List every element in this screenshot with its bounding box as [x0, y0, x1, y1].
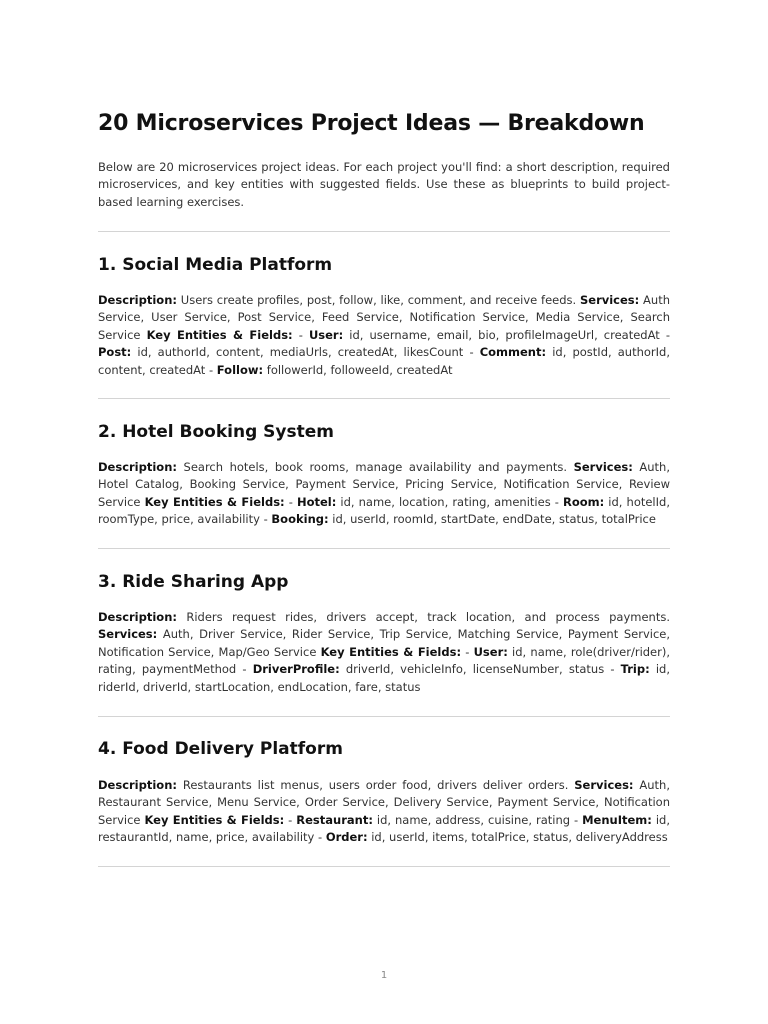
- entity-fields: id, postId, authorId, content, createdAt: [98, 345, 671, 377]
- entity-fields: id, riderId, driverId, startLocation, endLocation, fare, status: [98, 662, 670, 694]
- entity-fields: id, userId, items, totalPrice, status, deliveryAddress: [367, 830, 668, 845]
- entity-separator: -: [550, 494, 563, 509]
- entity-name: MenuItem:: [582, 812, 652, 827]
- entity-separator: -: [461, 644, 474, 659]
- description-label: Description:: [98, 293, 177, 307]
- description-text: Search hotels, book rooms, manage availability and payments.: [176, 460, 574, 474]
- services-text: Auth, Restaurant Service, Menu Service, Order Service, Delivery Service, Payment Service, Notification Service: [98, 778, 670, 827]
- section-divider: [98, 866, 670, 867]
- services-text: Auth Service, User Service, Post Service, Feed Service, Notification Service, Media Service, Search Service: [98, 293, 671, 342]
- entity-name: Restaurant:: [296, 812, 373, 827]
- intro-paragraph: Below are 20 microservices project ideas. For each project you'll find: a short description, required microservices, and key entities with suggested fields. Use these as blueprints to build project-based learning exercises.: [98, 160, 670, 209]
- entity-separator: -: [284, 494, 297, 509]
- description-label: Description:: [98, 778, 177, 792]
- description-text: Restaurants list menus, users order food, drivers deliver orders.: [176, 778, 575, 792]
- entity-name: Follow:: [216, 362, 264, 377]
- entity-separator: -: [236, 662, 253, 677]
- entity-fields: followerId, followeeId, createdAt: [263, 362, 453, 377]
- project-body: [98, 777, 670, 847]
- page-number: 1: [380, 970, 388, 981]
- description-label: Description:: [98, 610, 177, 624]
- project-body: [98, 609, 670, 696]
- entity-separator: -: [570, 812, 583, 827]
- key-entities-label: Key Entities & Fields:: [144, 812, 285, 827]
- entity-name: Hotel:: [296, 494, 337, 509]
- section-divider: [98, 716, 670, 717]
- project-heading: 4. Food Delivery Platform: [98, 739, 343, 759]
- entity-name: User:: [473, 644, 508, 659]
- key-entities-label: Key Entities & Fields:: [144, 494, 285, 509]
- key-entities-label: Key Entities & Fields:: [146, 327, 293, 342]
- document-title: 20 Microservices Project Ideas — Breakdown: [98, 111, 645, 136]
- entity-fields: id, authorId, content, mediaUrls, createdAt, likesCount: [131, 345, 464, 360]
- entity-separator: -: [205, 362, 217, 377]
- entity-separator: -: [604, 662, 621, 677]
- entity-fields: driverId, vehicleInfo, licenseNumber, status: [339, 662, 605, 677]
- section-divider: [98, 398, 670, 399]
- entity-name: Order:: [325, 830, 368, 845]
- project-heading: 2. Hotel Booking System: [98, 422, 334, 442]
- entity-separator: -: [292, 327, 309, 342]
- services-text: Auth, Hotel Catalog, Booking Service, Payment Service, Pricing Service, Notification Service, Review Service: [98, 460, 670, 509]
- section-divider: [98, 548, 670, 549]
- entity-fields: id, name, location, rating, amenities: [336, 494, 551, 509]
- entity-name: Room:: [562, 494, 605, 509]
- entity-name: Trip:: [620, 662, 650, 677]
- services-label: Services:: [573, 460, 633, 474]
- services-label: Services:: [574, 778, 634, 792]
- section-divider: [98, 231, 670, 232]
- entity-separator: -: [463, 345, 480, 360]
- entity-fields: id, name, address, cuisine, rating: [372, 812, 571, 827]
- entity-fields: id, restaurantId, name, price, availability: [98, 812, 670, 845]
- entity-name: Post:: [98, 345, 132, 360]
- entity-fields: id, username, email, bio, profileImageUrl, createdAt: [343, 327, 660, 342]
- entity-name: Comment:: [479, 345, 547, 360]
- project-body: [98, 292, 670, 379]
- entity-name: User:: [308, 327, 344, 342]
- entity-separator: -: [659, 327, 670, 342]
- description-text: Users create profiles, post, follow, like, comment, and receive feeds.: [176, 293, 580, 307]
- project-heading: 3. Ride Sharing App: [98, 572, 289, 592]
- entity-name: DriverProfile:: [252, 662, 340, 677]
- entity-fields: id, name, role(driver/rider), rating, paymentMethod: [98, 644, 671, 677]
- entity-separator: -: [284, 812, 297, 827]
- project-body: [98, 459, 670, 529]
- entity-fields: id, hotelId, roomType, price, availability: [98, 494, 670, 527]
- services-label: Services:: [98, 627, 158, 642]
- entity-fields: id, userId, roomId, startDate, endDate, status, totalPrice: [328, 512, 656, 527]
- entity-separator: -: [314, 830, 326, 845]
- entity-name: Booking:: [271, 512, 329, 527]
- project-heading: 1. Social Media Platform: [98, 255, 333, 275]
- description-label: Description:: [98, 460, 177, 474]
- key-entities-label: Key Entities & Fields:: [320, 644, 462, 659]
- entity-separator: -: [259, 512, 272, 527]
- services-text: Auth, Driver Service, Rider Service, Trip Service, Matching Service, Payment Service, Notification Service, Map/Geo Service: [98, 627, 670, 659]
- description-text: Riders request rides, drivers accept, track location, and process payments.: [176, 610, 670, 624]
- services-label: Services:: [579, 293, 640, 307]
